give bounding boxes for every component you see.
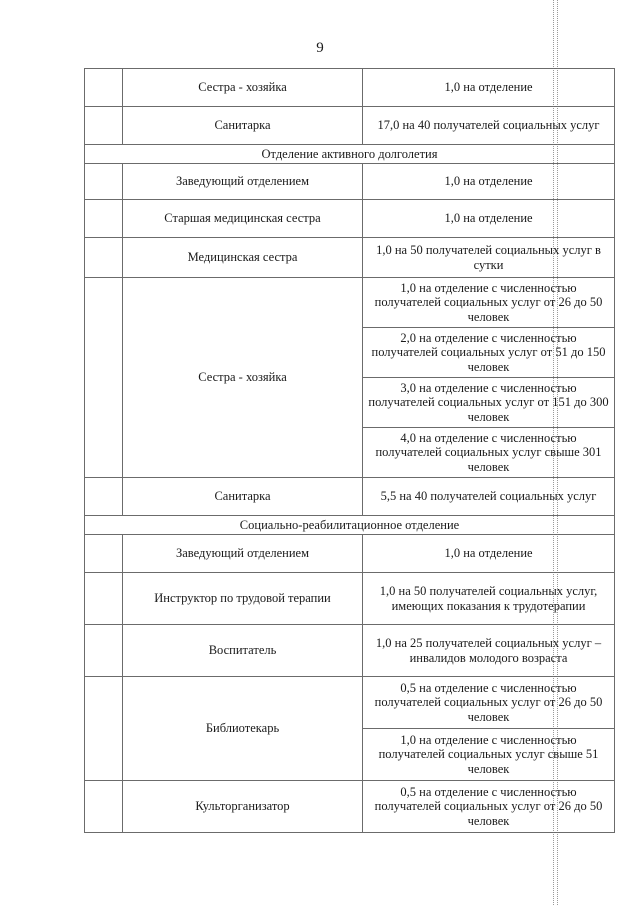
table-row: [85, 535, 615, 573]
position-cell: Санитарка: [123, 478, 363, 516]
table-row: [85, 238, 615, 278]
norm-cell: 5,5 на 40 получателей социальных услуг: [363, 478, 615, 516]
norm-cell: 1,0 на отделение: [363, 200, 615, 238]
table-row: [85, 573, 615, 625]
row-stub-cell: [85, 478, 123, 516]
table-row: [85, 677, 615, 729]
norm-cell: 1,0 на 50 получателей социальных услуг, имеющих показания к трудотерапии: [363, 573, 615, 625]
staffing-norms-table: [84, 68, 615, 833]
section-title: Отделение активного долголетия: [85, 145, 615, 164]
position-cell: Сестра - хозяйка: [123, 278, 363, 478]
row-stub-cell: [85, 781, 123, 833]
norm-cell: 4,0 на отделение с численностью получателей социальных услуг свыше 301 человек: [363, 428, 615, 478]
position-cell: Сестра - хозяйка: [123, 69, 363, 107]
table-row: [85, 69, 615, 107]
position-cell: Заведующий отделением: [123, 164, 363, 200]
norm-cell: 1,0 на отделение: [363, 69, 615, 107]
row-stub-cell: [85, 238, 123, 278]
norm-cell: 0,5 на отделение с численностью получателей социальных услуг от 26 до 50 человек: [363, 677, 615, 729]
row-stub-cell: [85, 573, 123, 625]
position-cell: Медицинская сестра: [123, 238, 363, 278]
table-row: [85, 278, 615, 328]
norm-cell: 1,0 на отделение: [363, 535, 615, 573]
table-row: [85, 107, 615, 145]
norm-cell: 1,0 на отделение с численностью получателей социальных услуг свыше 51 человек: [363, 729, 615, 781]
norm-cell: 1,0 на отделение с численностью получателей социальных услуг от 26 до 50 человек: [363, 278, 615, 328]
row-stub-cell: [85, 164, 123, 200]
norm-cell: 1,0 на 25 получателей социальных услуг – инвалидов молодого возраста: [363, 625, 615, 677]
position-cell: Заведующий отделением: [123, 535, 363, 573]
norm-cell: 1,0 на 50 получателей социальных услуг в сутки: [363, 238, 615, 278]
row-stub-cell: [85, 625, 123, 677]
row-stub-cell: [85, 107, 123, 145]
section-header-row: [85, 516, 615, 535]
position-cell: Старшая медицинская сестра: [123, 200, 363, 238]
table-row: [85, 478, 615, 516]
table-row: [85, 200, 615, 238]
position-cell: Воспитатель: [123, 625, 363, 677]
table-row: [85, 781, 615, 833]
section-title: Социально-реабилитационное отделение: [85, 516, 615, 535]
row-stub-cell: [85, 200, 123, 238]
position-cell: Инструктор по трудовой терапии: [123, 573, 363, 625]
row-stub-cell: [85, 535, 123, 573]
position-cell: Культорганизатор: [123, 781, 363, 833]
section-header-row: [85, 145, 615, 164]
row-stub-cell: [85, 677, 123, 781]
position-cell: Санитарка: [123, 107, 363, 145]
row-stub-cell: [85, 69, 123, 107]
row-stub-cell: [85, 278, 123, 478]
page-number: 9: [316, 40, 324, 56]
norm-cell: 2,0 на отделение с численностью получателей социальных услуг от 51 до 150 человек: [363, 328, 615, 378]
table-row: [85, 625, 615, 677]
norm-cell: 17,0 на 40 получателей социальных услуг: [363, 107, 615, 145]
table-row: [85, 164, 615, 200]
norm-cell: 0,5 на отделение с численностью получателей социальных услуг от 26 до 50 человек: [363, 781, 615, 833]
position-cell: Библиотекарь: [123, 677, 363, 781]
norm-cell: 3,0 на отделение с численностью получателей социальных услуг от 151 до 300 человек: [363, 378, 615, 428]
norm-cell: 1,0 на отделение: [363, 164, 615, 200]
